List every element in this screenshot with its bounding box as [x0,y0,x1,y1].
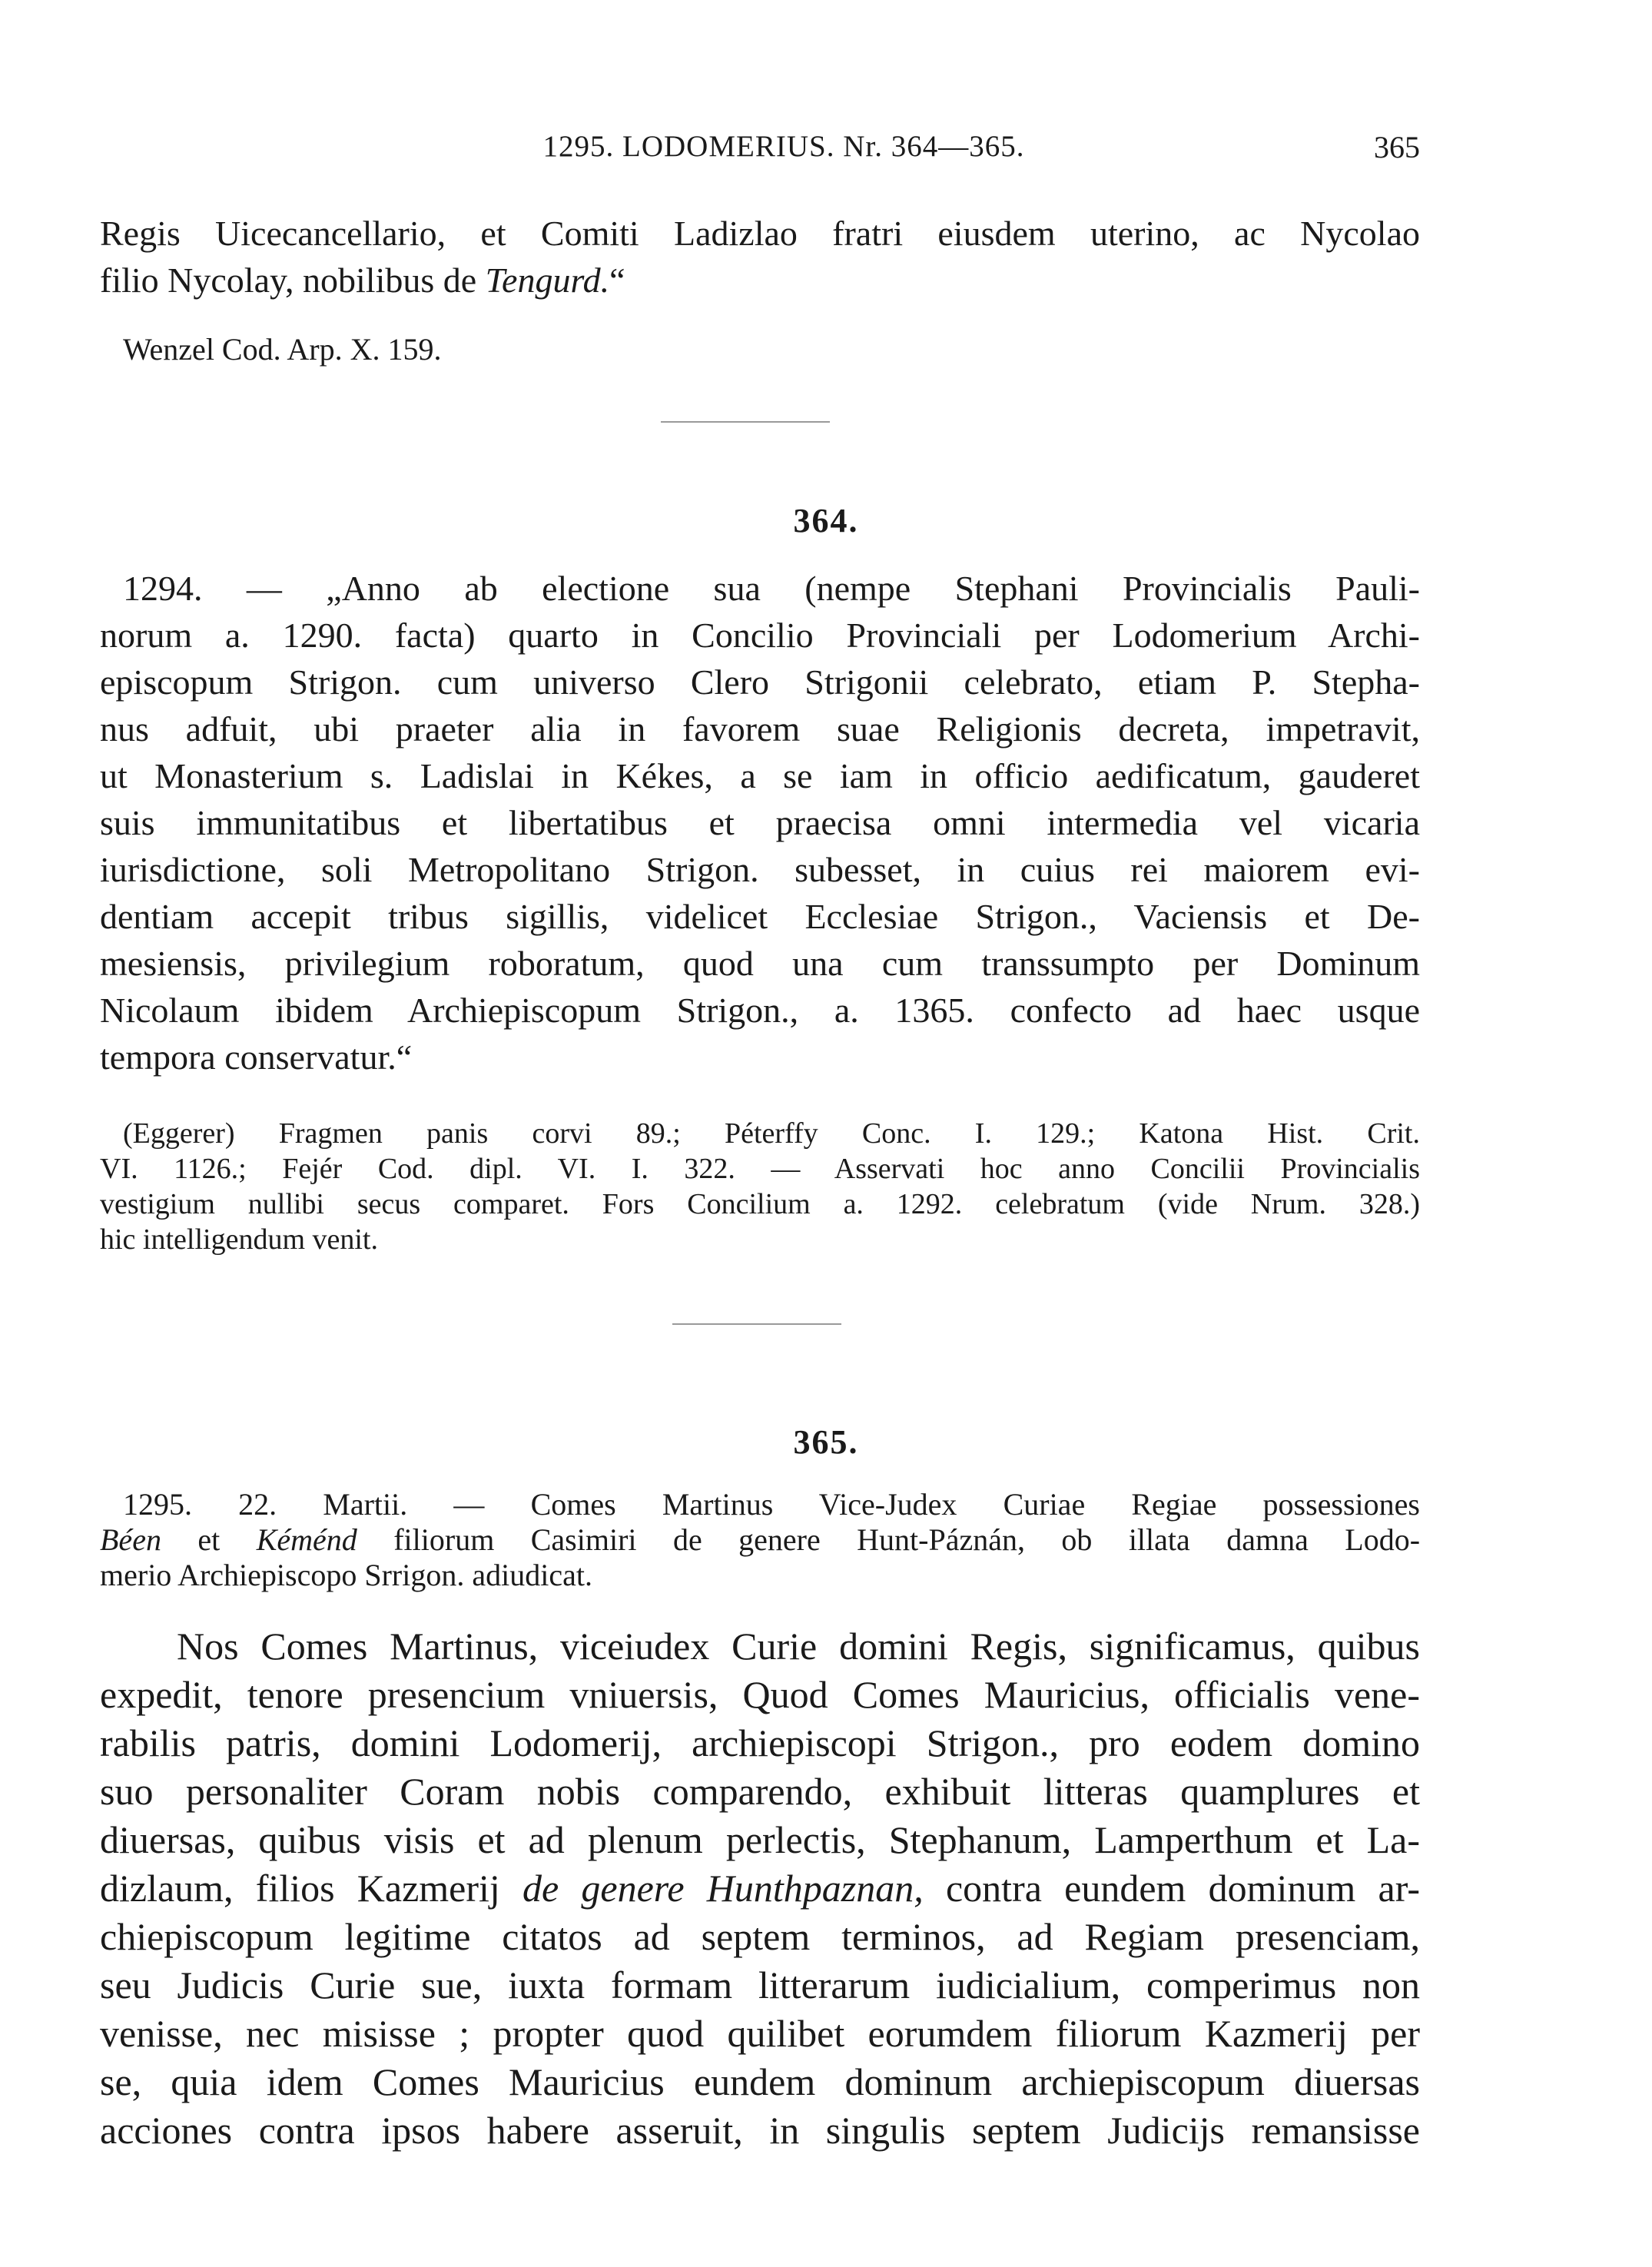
text-line: diuersas, quibus visis et ad plenum perlectis, Stephanum, Lamperthum et La- [100,1818,1420,1861]
carryover-line [100,257,1420,304]
carryover-reference [100,332,1420,367]
running-head [0,129,1652,175]
note-line: hic intelligendum venit. [100,1223,378,1256]
place-name: Tengurd. [485,261,610,300]
body-line: iurisdictione, soli Metropolitano Strigon. subesset, in cuius rei maiorem evi- [100,850,1420,889]
text-line: venisse, nec misisse ; propter quod quilibet eorumdem filiorum Kazmerij per [100,2012,1420,2055]
page-number: 365 [1374,130,1420,164]
doc364-body [100,565,1420,1080]
summary-et: et [197,1522,221,1557]
summary-line: merio Archiepiscopo Srrigon. adiudicat. [100,1558,592,1592]
text-line: Nos Comes Martinus, viceiudex Curie domini Regis, significamus, quibus [177,1625,1420,1668]
summary-text: filiorum Casimiri de genere Hunt-Páznán, ob illata damna Lodo- [393,1522,1421,1557]
text-line: seu Judicis Curie sue, iuxta formam litterarum iudicialium, comperimus non [100,1963,1420,2006]
summary-line [100,1522,1420,1558]
section-divider [672,1323,841,1325]
text-line: acciones contra ipsos habere asseruit, in singulis septem Judicijs remansisse [100,2109,1420,2152]
reference-text: Wenzel Cod. Arp. X. 159. [123,332,442,367]
body-line: nus adfuit, ubi praeter alia in favorem suae Religionis decreta, impetravit, [100,709,1420,748]
note-line: VI. 1126.; Fejér Cod. dipl. VI. I. 322. — Asservati hoc anno Concilii Provincialis [100,1153,1420,1185]
text-line: chiepiscopum legitime citatos ad septem terminos, ad Regiam presenciam, [100,1915,1420,1958]
text-line: rabilis patris, domini Lodomerij, archiepiscopi Strigon., pro eodem domino [100,1721,1420,1764]
text-fragment: contra eundem dominum ar- [945,1867,1420,1910]
body-line: tempora conservatur.“ [100,1037,413,1077]
note-line: vestigium nullibi secus comparet. Fors Concilium a. 1292. celebratum (vide Nrum. 328.) [100,1188,1420,1220]
body-line: Nicolaum ibidem Archiepiscopum Strigon., a. 1365. confecto ad haec usque [100,991,1420,1030]
closing-quote: “ [609,261,625,300]
text-fragment: dizlaum, filios Kazmerij [100,1867,500,1910]
text-line [100,1864,1420,1913]
body-line: norum a. 1290. facta) quarto in Concilio Provinciali per Lodomerium Archi- [100,616,1420,655]
text-line: expedit, tenore presencium vniuersis, Quod Comes Mauricius, officialis vene- [100,1673,1420,1716]
section-divider [661,421,830,423]
carryover-paragraph [100,210,1420,304]
body-line: episcopum Strigon. cum universo Clero Strigonii celebrato, etiam P. Stepha- [100,662,1420,702]
text-line: se, quia idem Comes Mauricius eundem dominum archiepiscopum diuersas [100,2060,1420,2103]
carryover-line: Regis Uicecancellario, et Comiti Ladizlao fratri eiusdem uterino, ac Nycolao [100,214,1420,253]
running-head-title: 1295. LODOMERIUS. Nr. 364—365. [542,130,1025,163]
doc365-summary [100,1487,1420,1593]
document-number-365: 365. [793,1423,859,1461]
text-line: suo personaliter Coram nobis comparendo, exhibuit litteras quamplures et [100,1770,1420,1813]
note-line: (Eggerer) Fragmen panis corvi 89.; Péterffy Conc. I. 129.; Katona Hist. Crit. [123,1117,1420,1150]
place-name: Béen [100,1522,161,1557]
doc364-note [100,1116,1420,1257]
doc365-text [100,1622,1420,2155]
document-number-364: 364. [793,502,859,539]
body-line: mesiensis, privilegium roboratum, quod una cum transsumpto per Dominum [100,944,1420,983]
body-line: dentiam accepit tribus sigillis, videlicet Ecclesiae Strigon., Vaciensis et De- [100,897,1420,936]
body-line: suis immunitatibus et libertatibus et praecisa omni intermedia vel vicaria [100,803,1420,842]
carryover-line-text: filio Nycolay, nobilibus de [100,261,477,300]
summary-line: 1295. 22. Martii. — Comes Martinus Vice-Judex Curiae Regiae possessiones [123,1487,1420,1522]
body-line: 1294. — „Anno ab electione sua (nempe Stephani Provincialis Pauli- [123,569,1420,608]
place-name: Kéménd [256,1522,357,1557]
body-line: ut Monasterium s. Ladislai in Kékes, a se iam in officio aedificatum, gauderet [100,756,1420,795]
genus-name: de genere Hunthpaznan, [522,1867,924,1910]
